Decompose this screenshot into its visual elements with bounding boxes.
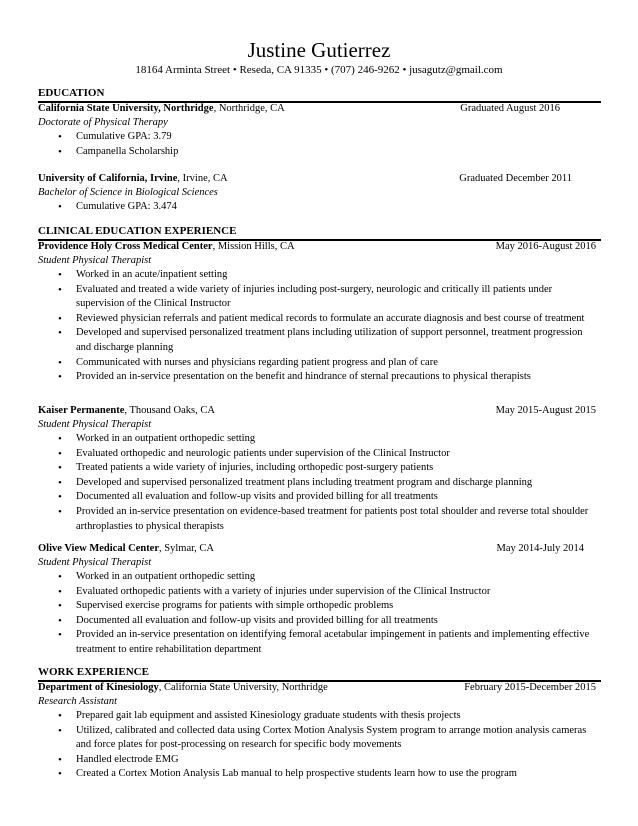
entry-location: , California State University, Northridge: [158, 682, 328, 693]
bullet-item: • Provided an in-service presentation on evidence-based treatment for patients post total shoulder and reverse total shoulder arthroplasties to physical therapists: [38, 505, 600, 534]
entry-role: Research Assistant: [38, 696, 118, 707]
bullet-item: • Evaluated orthopedic and neurologic patients under supervision of the Clinical Instructor: [38, 447, 600, 462]
bullet-list: [38, 130, 600, 159]
bullet-item: • Evaluated and treated a wide variety of injuries including post-surgery, neurologic and critically ill patients under supervision of the Clinical Instructor: [38, 283, 600, 312]
bullet-item: • Evaluated orthopedic patients with a variety of injuries under supervision of the Clinical Instructor: [38, 585, 600, 600]
section-heading-clinical: CLINICAL EDUCATION EXPERIENCE: [38, 225, 237, 237]
entry-location: , Mission Hills, CA: [212, 241, 295, 252]
bullet-list: [38, 268, 600, 385]
entry-role: Student Physical Therapist: [38, 255, 152, 266]
entry-date: May 2016-August 2016: [495, 241, 596, 252]
entry-role: Bachelor of Science in Biological Sciences: [38, 187, 218, 198]
bullet-item: • Developed and supervised personalized treatment plans including treatment program and discharge planning: [38, 476, 600, 491]
clinical-entry: [38, 404, 600, 534]
entry-organization: Providence Holy Cross Medical Center: [38, 241, 213, 252]
entry-date: May 2014-July 2014: [496, 543, 584, 554]
bullet-item: • Provided an in-service presentation on identifying femoral acetabular impingement in patients and implementing effective treatment to entire rehabilitation department: [38, 628, 600, 657]
bullet-item: • Documented all evaluation and follow-up visits and provided billing for all treatments: [38, 490, 600, 505]
entry-organization: Department of Kinesiology: [38, 682, 159, 693]
work-entry: [38, 681, 600, 782]
entry-role: Student Physical Therapist: [38, 419, 152, 430]
education-entry: [38, 102, 600, 159]
entry-location: , Thousand Oaks, CA: [124, 405, 215, 416]
entry-organization: Kaiser Permanente: [38, 405, 125, 416]
section-heading-work: WORK EXPERIENCE: [38, 666, 149, 678]
resume-name: Justine Gutierrez: [247, 38, 391, 62]
bullet-item: • Communicated with nurses and physicians regarding patient progress and plan of care: [38, 356, 600, 371]
bullet-item: • Created a Cortex Motion Analysis Lab manual to help prospective students learn how to use the program: [38, 767, 600, 782]
bullet-item: • Documented all evaluation and follow-up visits and provided billing for all treatments: [38, 614, 600, 629]
bullet-item: • Campanella Scholarship: [38, 145, 600, 160]
entry-date: February 2015-December 2015: [464, 682, 596, 693]
bullet-item: • Supervised exercise programs for patients with simple orthopedic problems: [38, 599, 600, 614]
bullet-list: [38, 432, 600, 534]
clinical-entry: [38, 240, 600, 385]
bullet-list: [38, 709, 600, 782]
entry-role: Doctorate of Physical Therapy: [38, 117, 168, 128]
bullet-item: • Prepared gait lab equipment and assisted Kinesiology graduate students with thesis projects: [38, 709, 600, 724]
bullet-list: [38, 200, 600, 215]
entry-organization: California State University, Northridge: [38, 103, 214, 114]
bullet-item: • Reviewed physician referrals and patient medical records to formulate an accurate diagnosis and best course of treatment: [38, 312, 600, 327]
clinical-entry: [38, 542, 600, 658]
entry-location: , Northridge, CA: [213, 103, 285, 114]
entry-date: Graduated August 2016: [460, 103, 560, 114]
entry-location: , Sylmar, CA: [159, 543, 215, 554]
entry-organization: Olive View Medical Center: [38, 543, 160, 554]
bullet-item: • Utilized, calibrated and collected data using Cortex Motion Analysis System program to arrange motion analysis cameras and force plates for post-processing on research for specific body movements: [38, 724, 600, 753]
entry-date: May 2015-August 2015: [495, 405, 596, 416]
entry-role: Student Physical Therapist: [38, 557, 152, 568]
bullet-item: • Treated patients a wide variety of injuries, including orthopedic post-surgery patients: [38, 461, 600, 476]
bullet-item: • Provided an in-service presentation on the benefit and hindrance of sternal precautions to physical therapists: [38, 370, 600, 385]
bullet-item: • Handled electrode EMG: [38, 753, 600, 768]
section-heading-education: EDUCATION: [38, 87, 105, 99]
bullet-item: • Cumulative GPA: 3.474: [38, 200, 600, 215]
bullet-item: • Cumulative GPA: 3.79: [38, 130, 600, 145]
entry-location: , Irvine, CA: [177, 173, 228, 184]
bullet-item: • Developed and supervised personalized treatment plans including utilization of support personnel, treatment progression and discharge planning: [38, 326, 600, 355]
contact-line: 18164 Arminta Street • Reseda, CA 91335 • (707) 246-9262 • jusagutz@gmail.com: [135, 64, 503, 76]
bullet-list: [38, 570, 600, 658]
entry-date: Graduated December 2011: [459, 173, 572, 184]
bullet-item: • Worked in an acute/inpatient setting: [38, 268, 600, 283]
entry-organization: University of California, Irvine: [38, 173, 178, 184]
bullet-item: • Worked in an outpatient orthopedic setting: [38, 570, 600, 585]
bullet-item: • Worked in an outpatient orthopedic setting: [38, 432, 600, 447]
education-entry: [38, 172, 600, 215]
